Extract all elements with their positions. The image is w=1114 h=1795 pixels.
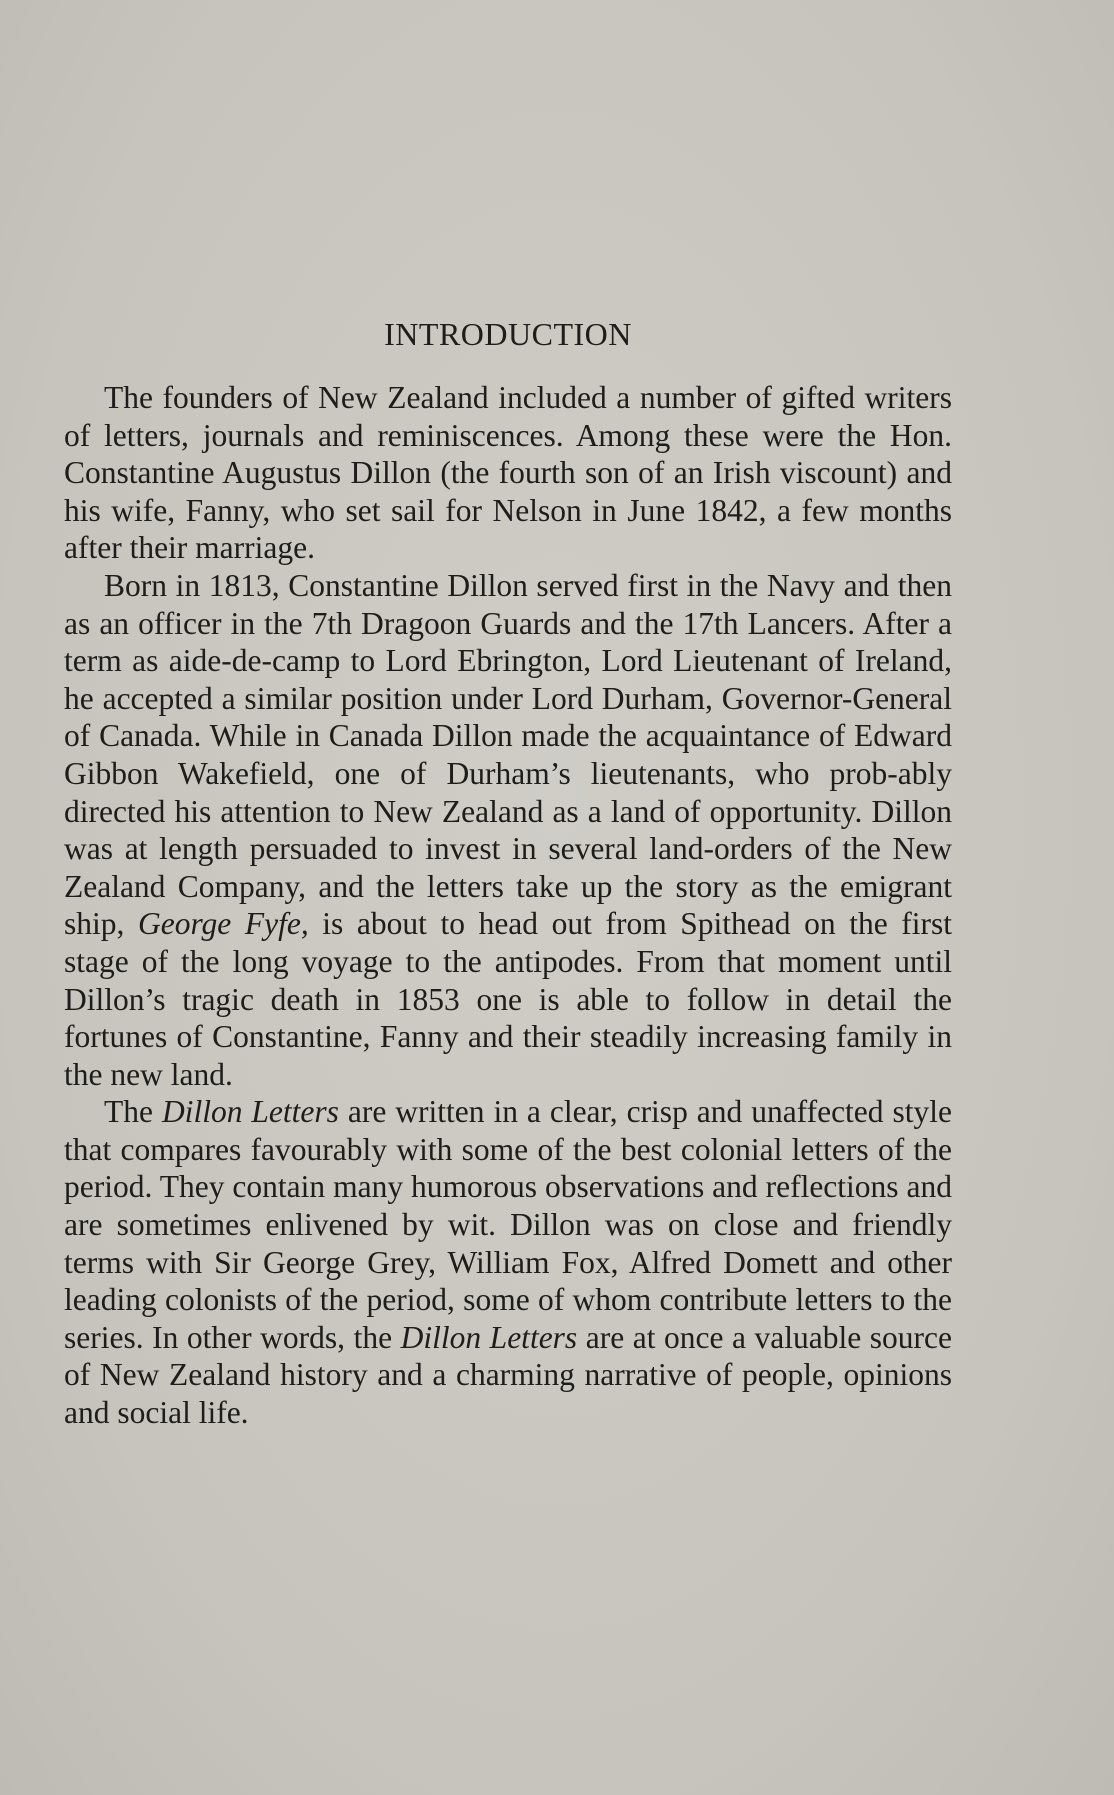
paragraph-1 xyxy=(64,379,952,567)
book-title: Dillon Letters xyxy=(400,1319,578,1355)
book-title: Dillon Letters xyxy=(161,1094,339,1130)
paragraph-text: Born in 1813, Constantine Dillon served first in the Navy and then as an officer in the 7th Dragoon Guards and the 17th Lancers. After a term as aide-de-camp to Lord Ebrington, Lord Lieutenant of Ireland, he accepted a similar position under Lord Durham, Governor-General of Canada. While in Canada Dillon made the acquaintance of Edward Gibbon Wakefield, one of Durham’s lieutenants, who prob-ably directed his attention to New Zealand as a land of opportunity. Dillon was at length persuaded to invest in several land-orders of the New Zealand Company, and the letters take up the story as the emigrant ship, xyxy=(64,567,952,942)
paragraph-text: is about to head out from Spithead on the first stage of the long voyage to the antipodes. From that moment until Dillon’s tragic death in 1853 one is able to follow in detail the fortunes of Constantine, Fanny and their steadily increasing family in the new land. xyxy=(64,906,953,1092)
paragraph-text: are at once a valuable source of New Zealand history and a charming narrative of people, opinions and social life. xyxy=(64,1319,952,1431)
paragraph-text: are written in a clear, crisp and unaffected style that compares favourably with some of the best colonial letters of the period. They contain many humorous observations and reflections and are sometimes enlivened by wit. Dillon was on close and friendly terms with Sir George Grey, William Fox, Alfred Domett and other leading colonists of the period, some of whom contribute letters to the series. In other words, the xyxy=(64,1094,952,1355)
paragraph-3 xyxy=(64,1093,952,1431)
paragraph-text: The founders of New Zealand included a number of gifted writers of letters, journals and reminiscences. Among these were the Hon. Constantine Augustus Dillon (the fourth son of an Irish viscount) and his wife, Fanny, who set sail for Nelson in June 1842, a few months after their marriage. xyxy=(64,380,952,566)
text-block xyxy=(64,300,952,1432)
chapter-heading: INTRODUCTION xyxy=(384,316,632,352)
ship-name: George Fyfe, xyxy=(137,906,309,942)
paragraph-text: The xyxy=(104,1094,162,1130)
paragraph-2 xyxy=(64,567,952,1093)
